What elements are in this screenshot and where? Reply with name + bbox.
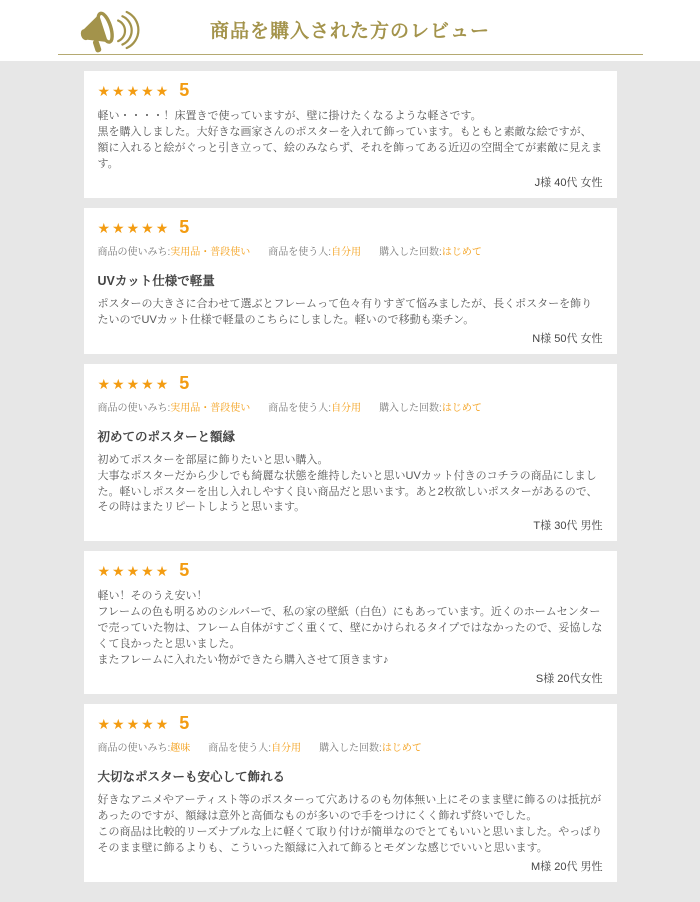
megaphone-icon [78, 6, 136, 54]
meta-count: 購入した回数:はじめて [379, 246, 482, 258]
meta-count: 購入した回数:はじめて [379, 402, 482, 414]
review-text: この商品は比較的リーズナブルな上に軽くて取り付けが簡単なのでとてもいいと思いました。やっぱりそのまま壁に飾るよりも、こういった額縁に入れて飾るとモダンな感じでいいと思います。 [97, 825, 603, 854]
review-body [98, 297, 603, 329]
review-text: ポスターの大きさに合わせて選ぶとフレームって色々有りすぎて悩みましたが、長くポスターを飾りたいのでUVカット仕様で軽量のこちらにしました。軽いので移動も楽チン。 [97, 297, 593, 326]
meta-use: 商品の使いみち:実用品・普段使い [97, 246, 251, 258]
review-meta [98, 739, 603, 754]
rating-row [98, 373, 603, 394]
review-list [0, 61, 700, 902]
review-text: 好きなアニメやアーティスト等のポスターって穴あけるのも勿体無い上にそのまま壁に飾るのは抵抗があったのですが、額縁は意外と高価なものが多いので手をつけにくく飾れず終いでした。 [97, 794, 602, 822]
rating-row [98, 80, 603, 101]
rating-score: 5 [179, 80, 190, 100]
reviewer-attribution: M様 20代 男性 [530, 860, 603, 873]
rating-score: 5 [179, 216, 190, 237]
review-meta [98, 243, 603, 258]
review-section-header [58, 0, 643, 55]
review-text: 軽い・・・・！床置きで使っていますが、壁に掛けたくなるような軽さです。 [97, 110, 482, 122]
page-title: 商品を購入された方のレビュー [209, 20, 490, 42]
review-card [84, 364, 617, 542]
rating-row [98, 217, 603, 238]
review-text: 軽い！そのうえ安い！ [97, 590, 208, 603]
review-card [84, 551, 617, 694]
rating-row [98, 560, 603, 581]
review-body [98, 109, 603, 173]
rating-score: 5 [179, 560, 190, 581]
review-text: フレームの色も明るめのシルバーで、私の家の壁紙（白色）にもあっています。近くのホームセンターで売っていた物は、フレーム自体がすごく重くて、壁にかけられるタイプではなかったので、妥協しなくて良かったと思いました。 [97, 606, 603, 651]
review-text: 黒を購入しました。大好きな画家さんのポスターを入れて飾っています。もともと素敵な絵ですが、額に入れると絵がぐっと引き立って、絵のみならず、それを飾ってある近辺の空間全てが素敵に見えます。 [97, 125, 603, 170]
reviewer-attribution: N様 50代 女性 [532, 332, 603, 345]
rating-score: 5 [179, 372, 190, 393]
meta-user: 商品を使う人:自分用 [268, 402, 362, 414]
review-body [98, 793, 603, 857]
star-rating-icon: ★★★★★ [97, 563, 171, 580]
review-text: またフレームに入れたい物ができたら購入させて頂きます♪ [97, 654, 389, 667]
review-body [98, 589, 603, 669]
reviewer-attribution: S様 20代女性 [535, 673, 603, 686]
review-title: UVカット仕様で軽量 [97, 273, 215, 288]
reviewer-attribution: T様 30代 男性 [533, 520, 603, 533]
rating-row [98, 713, 603, 734]
rating-score: 5 [179, 713, 190, 734]
star-rating-icon: ★★★★★ [97, 219, 171, 236]
star-rating-icon: ★★★★★ [97, 716, 171, 733]
review-meta [98, 399, 603, 414]
meta-use: 商品の使いみち:実用品・普段使い [97, 402, 251, 414]
review-body [98, 453, 603, 517]
meta-user: 商品を使う人:自分用 [268, 246, 362, 258]
review-card [84, 704, 617, 882]
review-title: 大切なポスターも安心して飾れる [97, 770, 286, 785]
meta-user: 商品を使う人:自分用 [208, 743, 302, 755]
review-title: 初めてのポスターと額縁 [97, 429, 236, 444]
star-rating-icon: ★★★★★ [97, 83, 171, 99]
meta-use: 商品の使いみち:趣味 [97, 743, 191, 755]
review-card [84, 208, 617, 354]
star-rating-icon: ★★★★★ [97, 375, 171, 392]
review-card [84, 71, 617, 198]
reviewer-attribution: J様 40代 女性 [534, 176, 603, 189]
review-text: 初めてポスターを部屋に飾りたいと思い購入。 [97, 453, 329, 466]
review-text: 大事なポスターだから少しでも綺麗な状態を維持したいと思いUVカット付きのコチラの商品にしました。軽いしポスターを出し入れしやすく良い商品だと思います。あと2枚欲しいポスターがあるので、その時はまたリピートしようと思います。 [97, 469, 598, 514]
meta-count: 購入した回数:はじめて [319, 743, 422, 755]
